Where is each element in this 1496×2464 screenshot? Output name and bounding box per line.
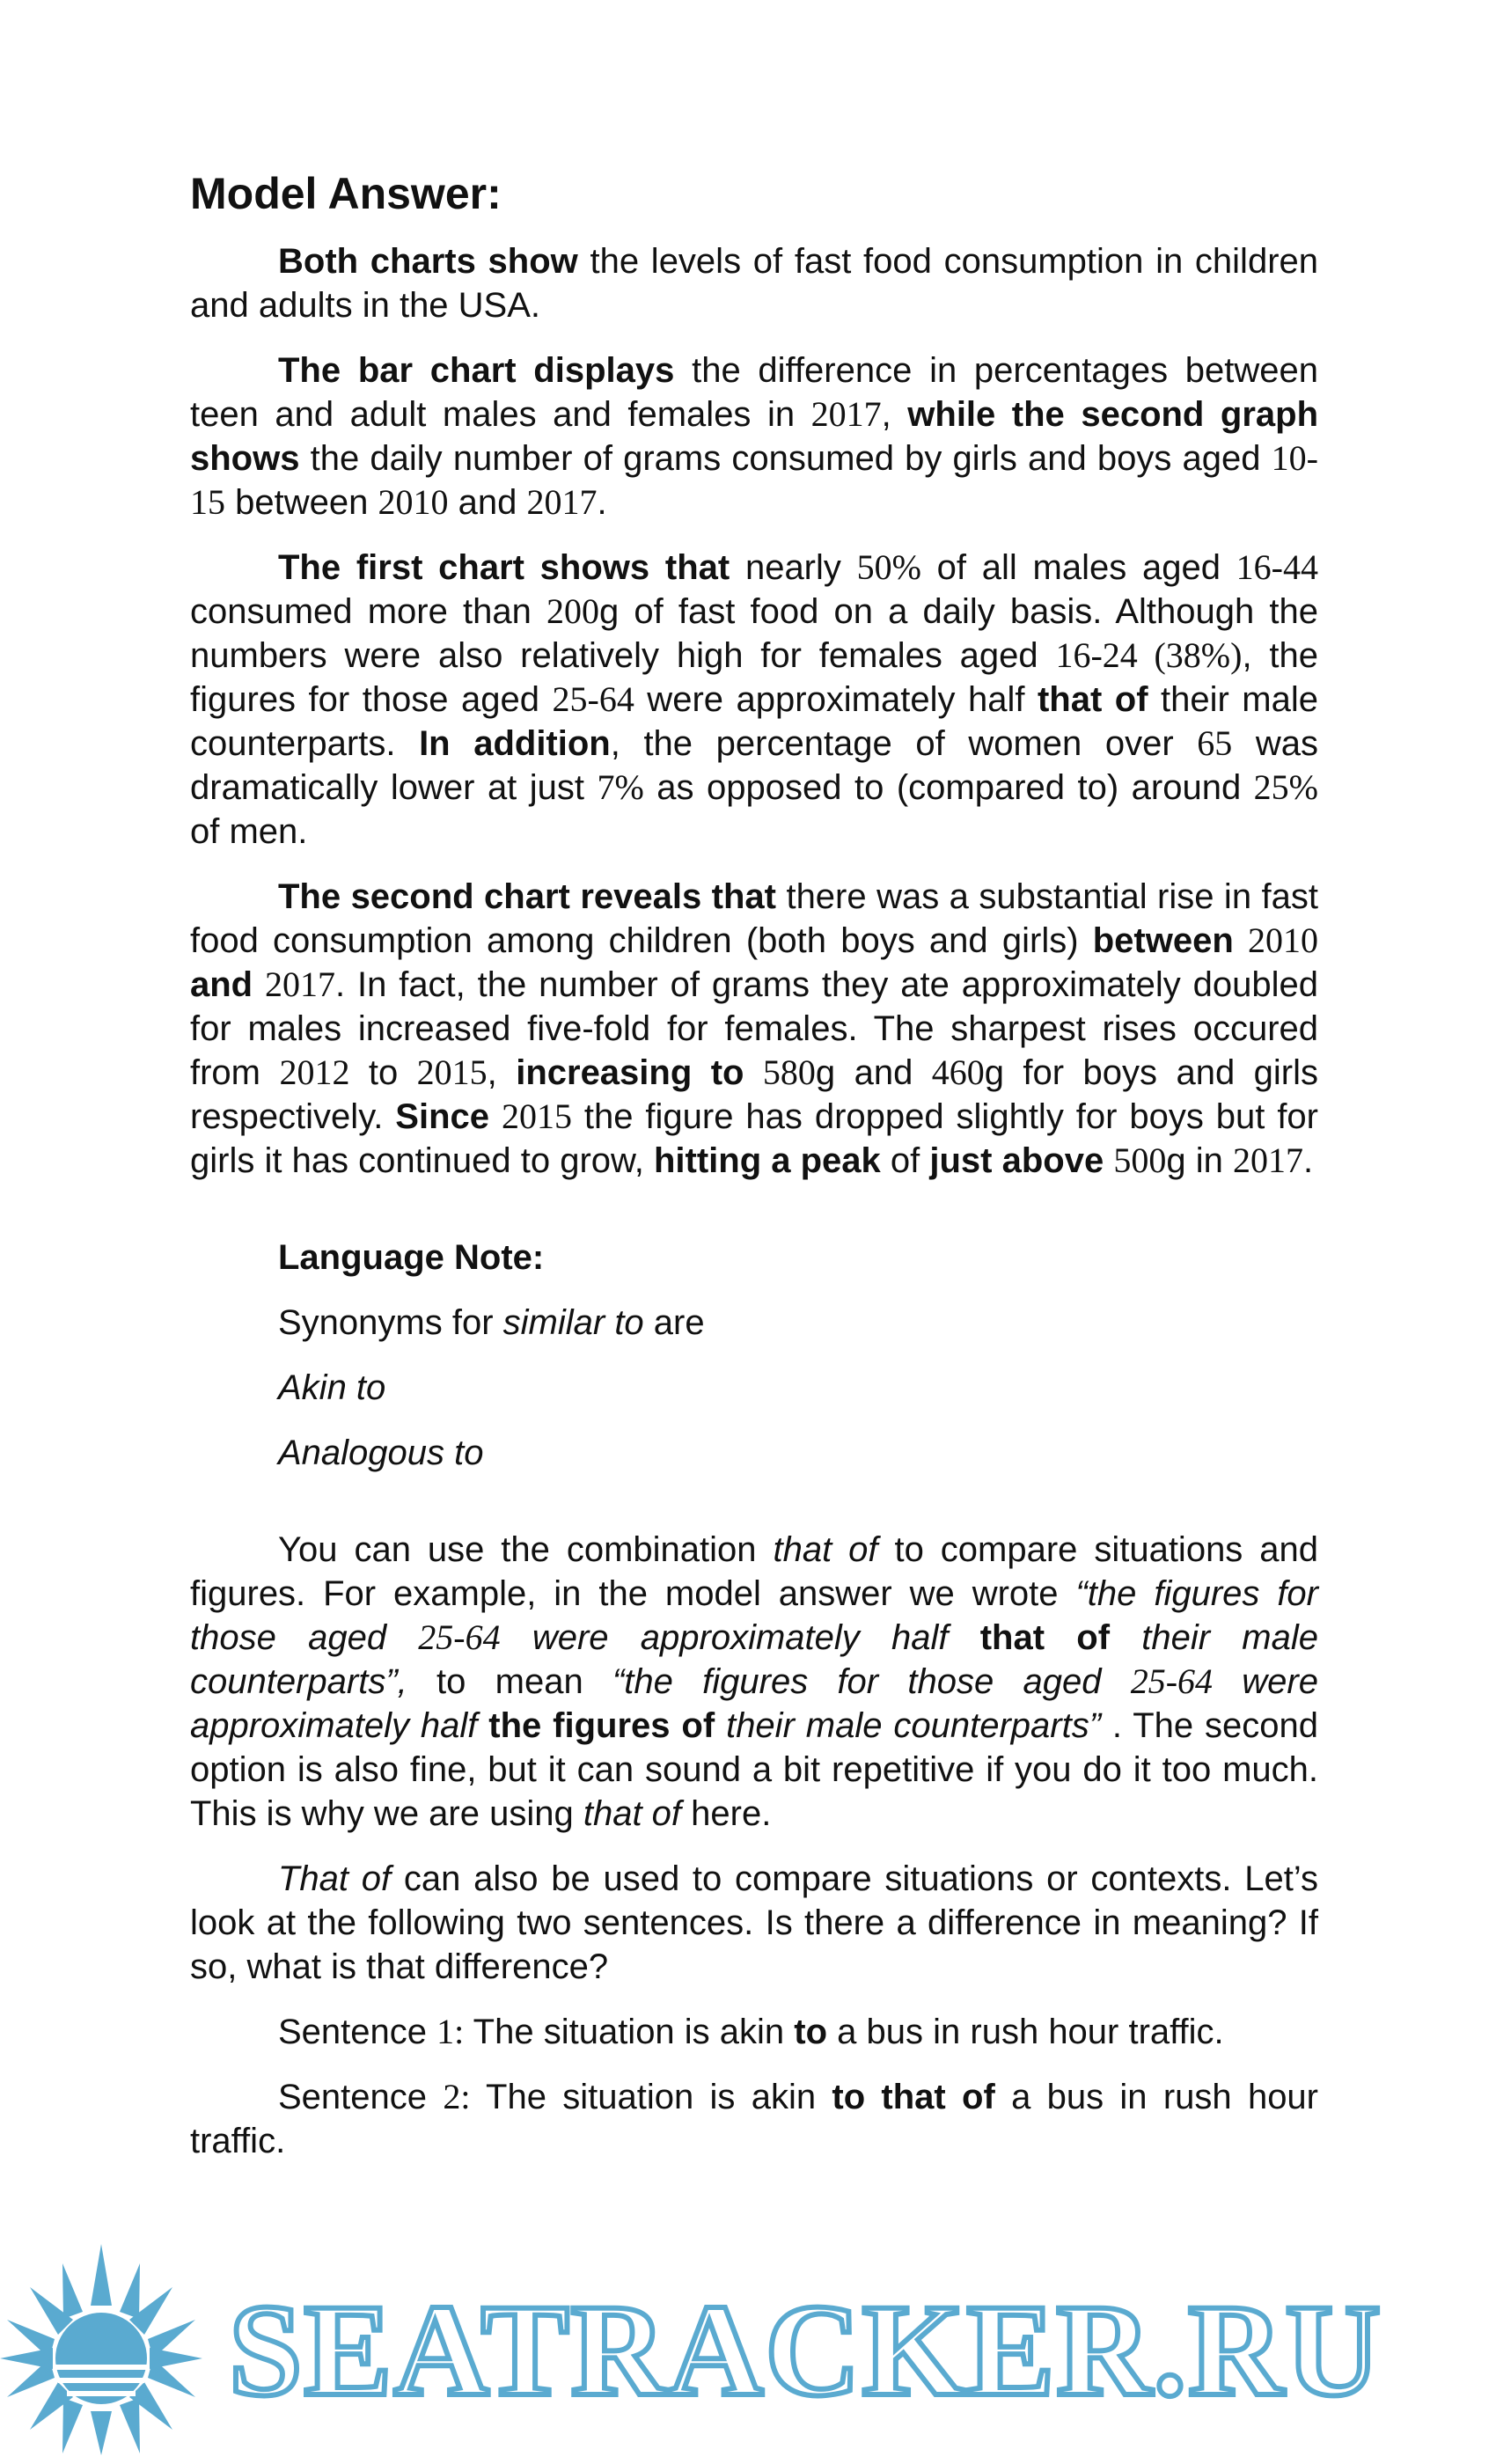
page-title: Model Answer: — [190, 169, 502, 218]
sun-icon — [0, 2244, 202, 2455]
sentence-1: Sentence 1: The situation is akin to a bus in rush hour traffic. — [278, 2012, 1224, 2051]
paragraph-6: That of can also be used to compare situations or contexts. Let’s look at the following two sentences. Is there a difference in meaning? If so, what is that difference? — [190, 1859, 1318, 1986]
watermark-text: SEATRACKER.RU — [229, 2277, 1382, 2424]
paragraph-3: The first chart shows that nearly 50% of all males aged 16-44 consumed more than 200g of fast food on a daily basis. Although the numbers were also relatively high for females aged 16-24 (38%), the figures for those aged 25-64 were approximately half that of their male counterparts. In addition, the percentage of women over 65 was dramatically lower at just 7% as opposed to (compared to) around 25% of men. — [190, 547, 1319, 851]
sentence-2: Sentence 2: The situation is akin to that of a bus in rush hour traffic. — [190, 2077, 1319, 2160]
language-note-item: Analogous to — [278, 1434, 484, 1472]
language-note-title: Language Note: — [278, 1238, 545, 1277]
paragraph-5: You can use the combination that of to compare situations and figures. For example, in the model answer we wrote “the figures for those aged 25-64 were approximately half that of their male counterparts”, to mean “the figures for those aged 25-64 were approximately half the figures of their male counterparts” . The second option is also fine, but it can sound a bit repetitive if you do it too much. This is why we are using that of here. — [190, 1530, 1319, 1833]
paragraph-4: The second chart reveals that there was a substantial rise in fast food consumption among children (both boys and girls) between 2010 and 2017. In fact, the number of grams they ate approximately doubled for males increased five-fold for females. The sharpest rises occured from 2012 to 2015, increasing to 580g and 460g for boys and girls respectively. Since 2015 the figure has dropped slightly for boys but for girls it has continued to grow, hitting a peak of just above 500g in 2017. — [190, 877, 1319, 1180]
language-note-item: Akin to — [278, 1368, 386, 1407]
document-page — [190, 167, 1318, 2184]
language-note-synonyms: Synonyms for similar to are — [278, 1303, 705, 1342]
paragraph-2: The bar chart displays the difference in percentages between teen and adult males and females in 2017, while the second graph shows the daily number of grams consumed by girls and boys aged 10-15 between 2010 and 2017. — [190, 351, 1319, 522]
paragraph-1: Both charts show the levels of fast food consumption in children and adults in the USA. — [190, 242, 1318, 325]
